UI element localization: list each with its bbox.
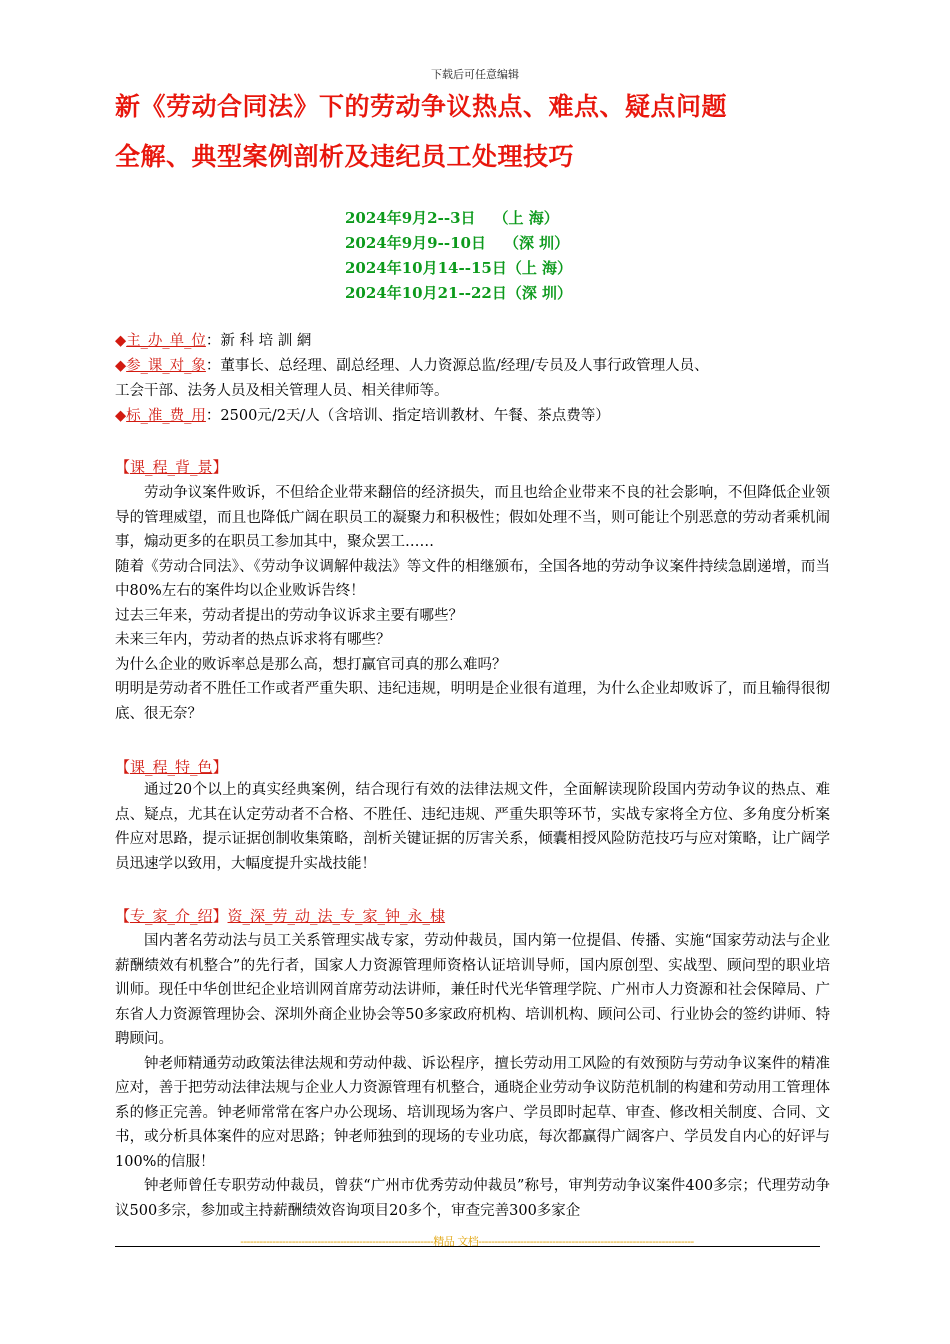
audience-line-2: 工会干部、法务人员及相关管理人员、相关律师等。 (115, 383, 449, 399)
footer-divider (115, 1246, 820, 1247)
organizer-label: 主_办_单_位 (126, 333, 206, 349)
paragraph: 劳动争议案件败诉，不但给企业带来翻倍的经济损失，而且也给企业带来不良的社会影响，不但降低企业领导的管理威望，而且也降低广阔在职员工的凝聚力和积极性；假如处理不当，则可能让个别恶意的劳动者乘机闹事，煽动更多的在职员工参加其中，聚众罢工…… (115, 485, 830, 550)
expert-heading: 【专_家_介_绍】资_深_劳_动_法_专_家_钟_永_棣 (115, 907, 446, 925)
schedule-row (345, 231, 745, 256)
paragraph: 过去三年来，劳动者提出的劳动争议诉求主要有哪些？ (115, 607, 463, 624)
schedule-city: （上 海） (506, 259, 573, 277)
audience-value: ：董事长、总经理、副总经理、人力资源总监/经理/专员及人事行政管理人员、 (205, 358, 709, 374)
schedule-city: （深 圳） (503, 234, 570, 252)
organizer-value: ：新 科 培 訓 網 (205, 333, 312, 349)
schedule-date: 2024年9月9--10日 (345, 234, 486, 252)
schedule-row (345, 206, 745, 231)
features-heading: 【课_程_特_色】 (115, 758, 228, 776)
features-section (115, 778, 830, 876)
audience-line (115, 355, 835, 377)
schedule-row (345, 281, 745, 306)
expert-subheading: 资_深_劳_动_法_专_家_钟_永_棣 (227, 907, 446, 925)
paragraph: 未来三年内，劳动者的热点诉求将有哪些？ (115, 632, 391, 648)
title-line-2: 全解、典型案例剖析及违纪员工处理技巧 (115, 142, 575, 171)
fee-label: 标_准_费_用 (126, 408, 206, 424)
schedule-city: （上 海） (493, 209, 559, 227)
expert-section (115, 929, 830, 1223)
paragraph: 随着《劳动合同法》、《劳动争议调解仲裁法》等文件的相继颁布，全国各地的劳动争议案件持续急剧递增，而当中80%左右的案件均以企业败诉告终！ (115, 558, 830, 599)
background-heading: 【课_程_背_景】 (115, 458, 228, 476)
paragraph: 通过20个以上的真实经典案例，结合现行有效的法律法规文件，全面解读现阶段国内劳动争议的热点、难点、疑点，尤其在认定劳动者不合格、不胜任、违纪违规、严重失职等环节，实战专家将全方位、多角度分析案件应对思路，提示证据创制收集策略，剖析关键证据的厉害关系，倾囊相授风险防范技巧与应对策略，让广阔学员迅速学以致用，大幅度提升实战技能！ (115, 782, 830, 872)
schedule-city: （深 圳） (506, 284, 573, 302)
schedule-list (345, 206, 745, 306)
schedule-date: 2024年10月14--15日 (345, 259, 507, 277)
paragraph: 钟老师曾任专职劳动仲裁员，曾获“广州市优秀劳动仲裁员”称号，审判劳动争议案件400多宗；代理劳动争议500多宗，参加或主持薪酬绩效咨询项目20多个，审查完善300多家企 (115, 1178, 830, 1219)
paragraph: 明明是劳动者不胜任工作或者严重失职、违纪违规，明明是企业很有道理，为什么企业却败诉了，而且输得很彻底、很无奈？ (115, 681, 830, 722)
organizer-line (115, 330, 835, 352)
schedule-date: 2024年10月21--22日 (345, 284, 507, 302)
background-section (115, 481, 830, 726)
paragraph: 为什么企业的败诉率总是那么高，想打赢官司真的那么难吗？ (115, 656, 507, 673)
title-line-1: 新《劳动合同法》下的劳动争议热点、难点、疑点问题 (115, 92, 728, 121)
fee-value: ：2500元/2天/人（含培训、指定培训教材、午餐、茶点费等） (205, 408, 610, 424)
footer-text: ------------------------------------------------------------精品 文档------------------------------------------------------------------- (240, 1235, 694, 1248)
schedule-row (345, 256, 745, 281)
diamond-bullet-icon: ◆ (115, 358, 127, 374)
fee-line (115, 405, 835, 427)
diamond-bullet-icon: ◆ (115, 408, 127, 424)
top-note: 下载后可任意编辑 (431, 68, 519, 81)
audience-label: 参_课_对_象 (126, 358, 206, 374)
paragraph: 钟老师精通劳动政策法律法规和劳动仲裁、诉讼程序，擅长劳动用工风险的有效预防与劳动争议案件的精准应对，善于把劳动法律法规与企业人力资源管理有机整合，通晓企业劳动争议防范机制的构建和劳动用工管理体系的修正完善。钟老师常常在客户办公现场、培训现场为客户、学员即时起草、审查、修改相关制度、合同、文书，或分析具体案件的应对思路；钟老师独到的现场的专业功底，每次都赢得广阔客户、学员发自内心的好评与100%的信服！ (115, 1055, 830, 1170)
schedule-date: 2024年9月2--3日 (345, 209, 476, 227)
paragraph: 国内著名劳动法与员工关系管理实战专家，劳动仲裁员，国内第一位提倡、传播、实施“国家劳动法与企业薪酬绩效有机整合”的先行者，国家人力资源管理师资格认证培训导师，国内原创型、实战型、顾问型的职业培训师。现任中华创世纪企业培训网首席劳动法讲师，兼任时代光华管理学院、广州市人力资源和社会保障局、广东省人力资源管理协会、深圳外商企业协会等50多家政府机构、培训机构、顾问公司、行业协会的签约讲师、特聘顾问。 (115, 933, 830, 1047)
diamond-bullet-icon: ◆ (115, 333, 127, 349)
